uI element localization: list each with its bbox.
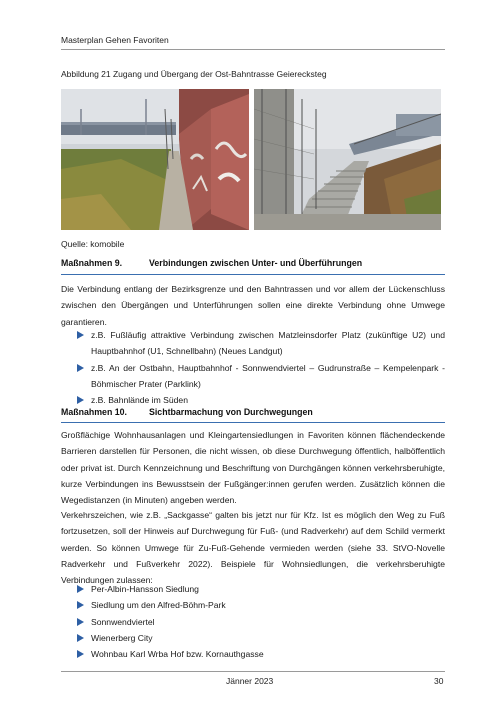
section-9-title: Verbindungen zwischen Unter- und Überführungen	[149, 258, 363, 268]
triangle-bullet-icon	[77, 331, 84, 339]
footer-date: Jänner 2023	[226, 676, 274, 686]
list-item-text: z.B. Fußläufig attraktive Verbindung zwischen Matzleinsdorfer Platz (zukünftige U2) und Hauptbahnhof (U1, Schnellbahn) (Neues Landgut)	[91, 330, 445, 357]
section-10-divider	[61, 422, 445, 423]
section-9-bullet-list	[77, 327, 445, 408]
section-10-paragraph-2: Verkehrszeichen, wie z.B. „Sackgasse“ galten bis jetzt nur für Kfz. Ist es möglich den Weg zu Fuß fortzusetzen, soll der Hinweis auf Durchwegung für Fuß- (und Radverkehr) auf dem Schild vermerkt werden. So können Umwege für Zu-Fuß-Gehende vermieden werden (siehe 33. StVO-Novelle Radverkehr und Fußverkehr 2022). Beispiele für Wohnsiedlungen, die verkehrsberuhigte Verbindungen zulassen:	[61, 510, 445, 586]
list-item-text: Sonnwendviertel	[91, 616, 155, 627]
section-10-bullet-list	[77, 581, 445, 662]
triangle-bullet-icon	[77, 585, 84, 593]
triangle-bullet-icon	[77, 650, 84, 658]
section-10-title: Sichtbarmachung von Durchwegungen	[149, 407, 313, 417]
list-item-text: Per-Albin-Hansson Siedlung	[91, 584, 199, 594]
section-10-paragraph-1: Großflächige Wohnhausanlagen und Kleingartensiedlungen in Favoriten können flächendeckende Barrieren darstellen für Personen, die nicht wissen, ob diese Durchwegung öffentlich, halböffentlich oder privat ist. Durch Kennzeichnung und Beschriftung von Durchgängen können verkehrsberuhigte, kurze Verbindungen ins Bewusstsein der Fußgänger:innen gerufen werden. Zusätzlich können die Wegedistanzen (in Minuten) angeben werden.	[61, 430, 445, 506]
header-divider	[61, 49, 445, 50]
list-item	[77, 327, 445, 360]
list-item	[77, 581, 445, 597]
photo-trail-graffiti-wall	[61, 89, 249, 230]
list-item	[77, 597, 445, 613]
list-item	[77, 614, 445, 630]
section-9-divider	[61, 274, 445, 275]
triangle-bullet-icon	[77, 618, 84, 626]
list-item-text: z.B. Bahnlände im Süden	[91, 395, 188, 406]
footer-divider	[61, 671, 445, 672]
list-item-text: Wohnbau Karl Wrba Hof bzw. Kornauthgasse	[91, 649, 264, 660]
list-item	[77, 646, 445, 662]
list-item	[77, 360, 445, 393]
figure-caption: Abbildung 21 Zugang und Übergang der Ost-Bahntrasse Geierecksteg	[61, 69, 327, 79]
list-item-text: z.B. An der Ostbahn, Hauptbahnhof - Sonnwendviertel – Gudrunstraße – Kempelenpark - Böhmischer Prater (Parklink)	[91, 362, 445, 389]
triangle-bullet-icon	[77, 396, 84, 404]
figure-source: Quelle: komobile	[61, 239, 125, 249]
triangle-bullet-icon	[77, 634, 84, 642]
section-9-paragraph: Die Verbindung entlang der Bezirksgrenze und den Bahntrassen und vor allem der Lückenschluss zwischen den Übergängen und Unterführungen sollen eine direkte Verbindung ohne Umwege garantieren.	[61, 284, 445, 327]
running-header: Masterplan Gehen Favoriten	[61, 35, 169, 45]
page-number: 30	[434, 676, 444, 686]
list-item-text: Siedlung um den Alfred-Böhm-Park	[91, 600, 226, 611]
section-9-number: Maßnahmen 9.	[61, 258, 123, 268]
list-item-text: Wienerberg City	[91, 632, 153, 643]
triangle-bullet-icon	[77, 601, 84, 609]
section-10-number: Maßnahmen 10.	[61, 407, 127, 417]
triangle-bullet-icon	[77, 364, 84, 372]
list-item	[77, 630, 445, 646]
photo-stairs-footbridge	[254, 89, 441, 230]
